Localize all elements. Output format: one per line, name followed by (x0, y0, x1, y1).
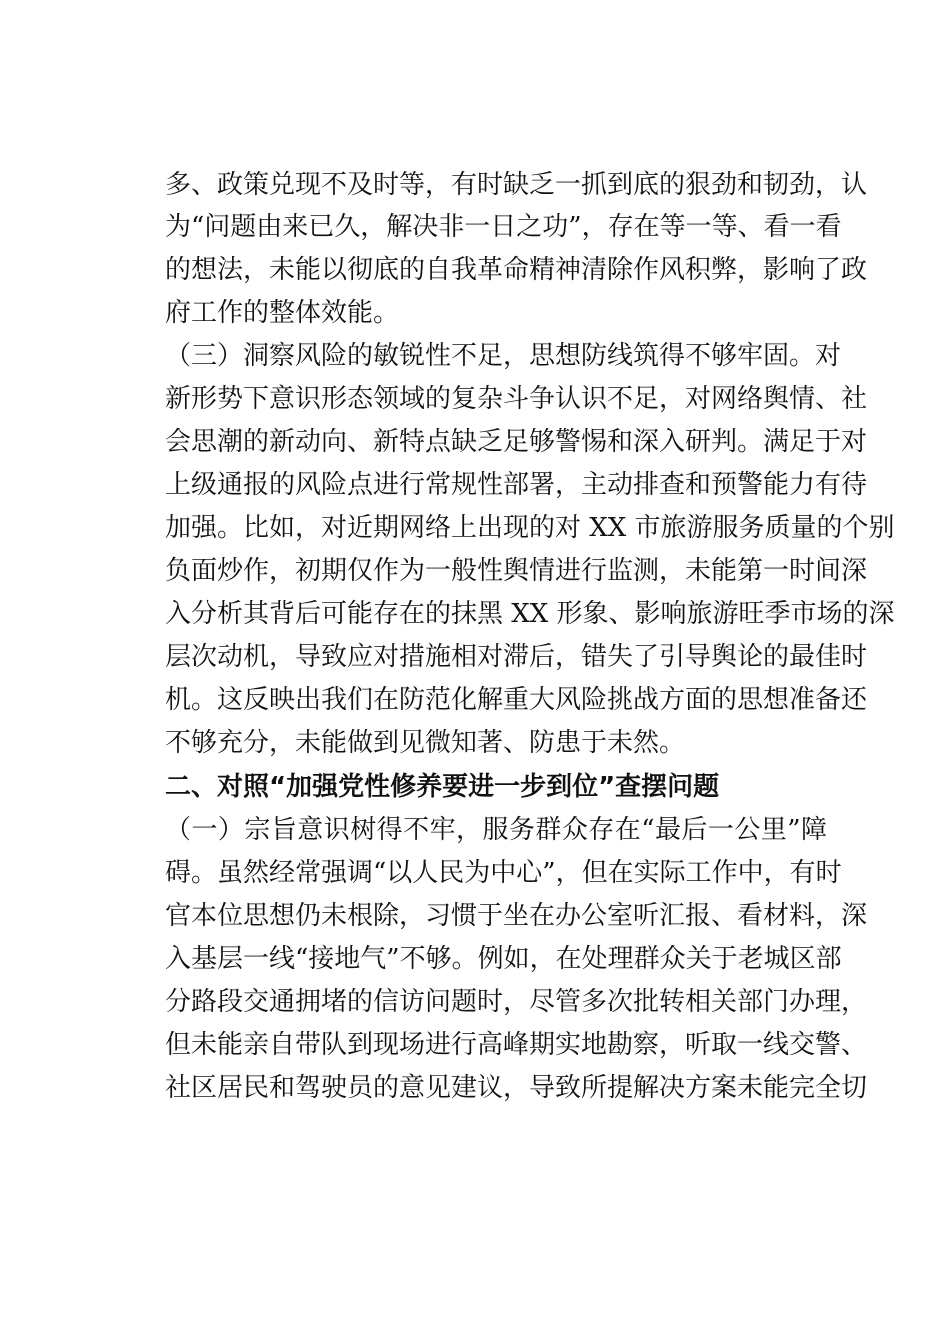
paragraph-line: 但未能亲自带队到现场进行高峰期实地勘察，听取一线交警、 (165, 1030, 868, 1060)
paragraph-line: 负面炒作，初期仅作为一般性舆情进行监测，未能第一时间深 (165, 556, 868, 586)
paragraph-line: （一）宗旨意识树得不牢，服务群众存在“最后一公里”障 (165, 815, 827, 845)
paragraph-line: 府工作的整体效能。 (165, 298, 400, 328)
paragraph-line: 社区居民和驾驶员的意见建议，导致所提解决方案未能完全切 (165, 1073, 868, 1103)
paragraph-line: 层次动机，导致应对措施相对滞后，错失了引导舆论的最佳时 (165, 642, 868, 672)
paragraph-line: 官本位思想仍未根除，习惯于坐在办公室听汇报、看材料，深 (165, 901, 868, 931)
paragraph-line: 会思潮的新动向、新特点缺乏足够警惕和深入研判。满足于对 (165, 427, 868, 457)
paragraph-line: 多、政策兑现不及时等，有时缺乏一抓到底的狠劲和韧劲，认 (165, 170, 868, 200)
paragraph-line: 不够充分，未能做到见微知著、防患于未然。 (165, 728, 686, 758)
paragraph-line: 机。这反映出我们在防范化解重大风险挑战方面的思想准备还 (165, 685, 868, 715)
paragraph-line: 入基层一线“接地气”不够。例如，在处理群众关于老城区部 (165, 944, 842, 974)
paragraph-line: 上级通报的风险点进行常规性部署，主动排查和预警能力有待 (165, 470, 868, 500)
paragraph-line: 新形势下意识形态领域的复杂斗争认识不足，对网络舆情、社 (165, 384, 868, 414)
paragraph-line: 碍。虽然经常强调“以人民为中心”，但在实际工作中，有时 (165, 858, 842, 888)
paragraph-line: 分路段交通拥堵的信访问题时，尽管多次批转相关部门办理， (165, 987, 868, 1017)
paragraph-line: 入分析其背后可能存在的抹黑 XX 形象、影响旅游旺季市场的深 (165, 599, 895, 629)
section-heading: 二、对照“加强党性修养要进一步到位”查摆问题 (165, 772, 720, 802)
paragraph-line: （三）洞察风险的敏锐性不足，思想防线筑得不够牢固。对 (165, 341, 842, 371)
paragraph-line: 为“问题由来已久，解决非一日之功”，存在等一等、看一看 (165, 212, 842, 242)
paragraph-line: 的想法，未能以彻底的自我革命精神清除作风积弊，影响了政 (165, 255, 868, 285)
paragraph-line: 加强。比如，对近期网络上出现的对 XX 市旅游服务质量的个别 (165, 513, 895, 543)
